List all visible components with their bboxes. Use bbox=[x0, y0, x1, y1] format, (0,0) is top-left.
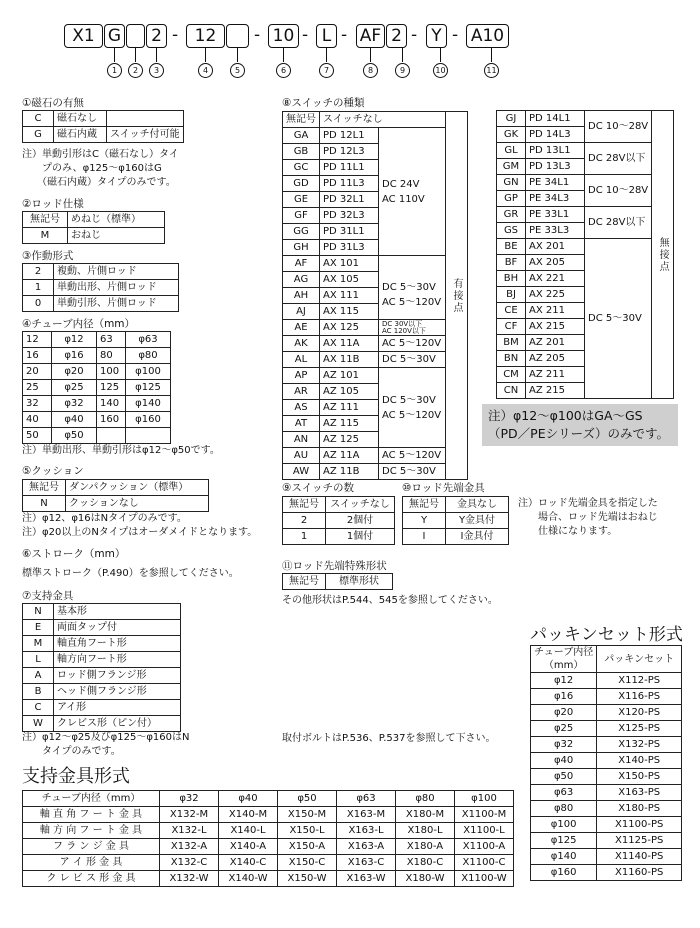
code-leader bbox=[205, 48, 206, 62]
table-row: 軸 方 向 フ ー ト 金 具 X132-L X140-L X150-L X163-L X180-L X1100-L bbox=[23, 823, 514, 839]
code-leader bbox=[156, 48, 157, 62]
table-row: GG PD 31L1 bbox=[283, 224, 468, 240]
code-dash: - bbox=[172, 25, 179, 45]
table-row: CM AZ 211 bbox=[497, 367, 674, 383]
table-row: チューブ内径 （mm） パッキンセット bbox=[531, 646, 682, 673]
s8-title: ⑧スイッチの種類 bbox=[282, 97, 365, 109]
bolt-note: 取付ボルトはP.536、P.537を参照して下さい。 bbox=[282, 733, 496, 744]
code-number: 9 bbox=[395, 63, 410, 78]
table-row: φ100 X1100-PS bbox=[531, 817, 682, 833]
code-number: 6 bbox=[276, 63, 291, 78]
code-leader bbox=[402, 48, 403, 62]
table-row: φ32 X132-PS bbox=[531, 737, 682, 753]
code-box: Y bbox=[426, 24, 447, 48]
code-box: X1 bbox=[64, 24, 103, 48]
table-row: AG AX 105 DC 5～30V AC 5～120V bbox=[283, 272, 468, 288]
support-table bbox=[22, 790, 514, 887]
table-row: AJ AX 115 bbox=[283, 304, 468, 320]
table-row: 20 φ20 100 φ100 bbox=[23, 364, 171, 380]
code-box: L bbox=[316, 24, 337, 48]
code-box: 2 bbox=[146, 24, 167, 48]
table-row: C アイ形 bbox=[23, 700, 181, 716]
table-row: N 基本形 bbox=[23, 604, 181, 620]
table-row: GC PD 11L1 bbox=[283, 160, 468, 176]
code-leader bbox=[491, 48, 492, 62]
s5-table: 無記号 ダンパクッション（標準） N クッションなし bbox=[22, 479, 209, 512]
table-row: GM PD 13L3 bbox=[497, 159, 674, 175]
table-row: 32 φ32 140 φ140 bbox=[23, 396, 171, 412]
code-box: G bbox=[104, 24, 125, 48]
code-leader bbox=[135, 48, 136, 62]
code-dash: - bbox=[254, 25, 261, 45]
table-row: ア イ 形 金 具 X132-C X140-C X150-C X163-C X180-C X1100-C bbox=[23, 855, 514, 871]
code-dash: - bbox=[302, 25, 309, 45]
table-row: BM AZ 201 bbox=[497, 335, 674, 351]
packing-table bbox=[530, 645, 682, 881]
s7-table bbox=[22, 603, 181, 732]
code-dash: - bbox=[411, 25, 418, 45]
table-row: φ12 X112-PS bbox=[531, 673, 682, 689]
table-row: AP AZ 101 DC 5～30V AC 5～120V bbox=[283, 368, 468, 384]
code-box: 10 bbox=[268, 24, 299, 48]
code-box: A10 bbox=[466, 24, 509, 48]
code-leader bbox=[237, 48, 238, 62]
code-number: 5 bbox=[230, 63, 245, 78]
s8b-note: 注）φ12～φ100はGA～GS （PD／PEシリーズ）のみです。 bbox=[482, 404, 678, 446]
s5-note: 注）φ12、φ16はNタイプのみです。 注）φ20以上のNタイプはオーダメイドとなります。 bbox=[22, 513, 258, 538]
code-number: 8 bbox=[363, 63, 378, 78]
table-row: 無記号 スイッチなし 有接点 bbox=[283, 112, 468, 128]
table-row: BF AX 205 bbox=[497, 255, 674, 271]
table-row: AF AX 101 bbox=[283, 256, 468, 272]
table-row: L 軸方向フート形 bbox=[23, 652, 181, 668]
code-box: 12 bbox=[186, 24, 225, 48]
s10-note: 注）ロッド先端金具を指定した 場合、ロッド先端はおねじ 仕様になります。 bbox=[518, 498, 658, 537]
table-row: BE AX 201 DC 5～30V bbox=[497, 239, 674, 255]
table-row: AR AZ 105 bbox=[283, 384, 468, 400]
table-row: GF PD 32L3 bbox=[283, 208, 468, 224]
table-row: フ ラ ン ジ 金 具 X132-A X140-A X150-A X163-A X180-A X1100-A bbox=[23, 839, 514, 855]
code-number: 7 bbox=[319, 63, 334, 78]
s8-table bbox=[282, 111, 468, 480]
table-row: GE PD 32L1 bbox=[283, 192, 468, 208]
table-row: φ20 X120-PS bbox=[531, 705, 682, 721]
table-row: CF AX 215 bbox=[497, 319, 674, 335]
table-row: AK AX 11A AC 5～120V bbox=[283, 336, 468, 352]
table-row: E 両面タップ付 bbox=[23, 620, 181, 636]
table-row: ク レ ビ ス 形 金 具 X132-W X140-W X150-W X163-W X180-W X1100-W bbox=[23, 871, 514, 887]
code-box: AF bbox=[356, 24, 385, 48]
s4-table bbox=[22, 331, 171, 444]
s4-title: ④チューブ内径（mm） bbox=[22, 318, 136, 330]
table-row: GB PD 12L3 bbox=[283, 144, 468, 160]
s10-title: ⑩ロッド先端金具 bbox=[402, 482, 485, 494]
code-box bbox=[226, 24, 249, 48]
table-row: φ160 X1160-PS bbox=[531, 865, 682, 881]
s9-title: ⑨スイッチの数 bbox=[282, 482, 354, 494]
s3-table: 2 複動、片側ロッド 1 単動出形、片側ロッド 0 単動引形、片側ロッド bbox=[22, 263, 179, 312]
table-row: 50 φ50 bbox=[23, 428, 171, 444]
table-row: φ63 X163-PS bbox=[531, 785, 682, 801]
table-row: GH PD 31L3 bbox=[283, 240, 468, 256]
table-row: 40 φ40 160 φ160 bbox=[23, 412, 171, 428]
s11-note: その他形状はP.544、545を参照してください。 bbox=[282, 595, 498, 606]
code-number: 2 bbox=[128, 63, 143, 78]
table-row: GJ PD 14L1 DC 10～28V 無接点 bbox=[497, 111, 674, 127]
s9-table: 無記号 スイッチなし 2 2個付 1 1個付 bbox=[282, 496, 395, 545]
s6-title: ⑥ストローク（mm） bbox=[22, 548, 126, 560]
s10-table: 無記号 金具なし Y Y金具付 I I金具付 bbox=[402, 496, 509, 545]
code-number: 4 bbox=[198, 63, 213, 78]
s1-title: ①磁石の有無 bbox=[22, 97, 84, 109]
table-row: AS AZ 111 bbox=[283, 400, 468, 416]
code-box: 2 bbox=[386, 24, 407, 48]
table-row: AW AZ 11B DC 5～30V bbox=[283, 464, 468, 480]
contact-label: 有接点 bbox=[451, 277, 462, 314]
s3-title: ③作動形式 bbox=[22, 250, 74, 262]
table-row: AH AX 111 bbox=[283, 288, 468, 304]
s2-table: 無記号 めねじ（標準） M おねじ bbox=[22, 211, 165, 244]
table-row: GD PD 11L3 bbox=[283, 176, 468, 192]
code-number: 11 bbox=[484, 63, 499, 78]
table-row: AT AZ 115 bbox=[283, 416, 468, 432]
code-number: 10 bbox=[433, 63, 448, 78]
table-row: φ125 X1125-PS bbox=[531, 833, 682, 849]
table-row: φ50 X150-PS bbox=[531, 769, 682, 785]
s2-title: ②ロッド仕様 bbox=[22, 198, 84, 210]
table-row: 25 φ25 125 φ125 bbox=[23, 380, 171, 396]
table-row: CN AZ 215 bbox=[497, 383, 674, 399]
table-row: φ16 X116-PS bbox=[531, 689, 682, 705]
table-row: φ140 X1140-PS bbox=[531, 849, 682, 865]
code-box bbox=[126, 24, 145, 48]
s8b-table bbox=[496, 110, 674, 399]
s7-title: ⑦支持金具 bbox=[22, 590, 74, 602]
support-title: 支持金具形式 bbox=[22, 766, 130, 787]
table-row: BN AZ 205 bbox=[497, 351, 674, 367]
table-row: GA PD 12L1 DC 24V AC 110V bbox=[283, 128, 468, 144]
code-number: 3 bbox=[149, 63, 164, 78]
table-row: GL PD 13L1 DC 28V以下 bbox=[497, 143, 674, 159]
table-row: W クレビス形（ピン付） bbox=[23, 716, 181, 732]
code-leader bbox=[326, 48, 327, 62]
s5-title: ⑤クッション bbox=[22, 465, 84, 477]
table-row: CE AX 211 bbox=[497, 303, 674, 319]
code-leader bbox=[440, 48, 441, 62]
table-row: 軸 直 角 フ ー ト 金 具 X132-M X140-M X150-M X163-M X180-M X1100-M bbox=[23, 807, 514, 823]
table-row: 12 φ12 63 φ63 bbox=[23, 332, 171, 348]
code-number: 1 bbox=[107, 63, 122, 78]
table-row: GP PE 34L3 bbox=[497, 191, 674, 207]
s11-table: 無記号 標準形状 bbox=[282, 573, 393, 590]
s11-title: ⑪ロッド先端特殊形状 bbox=[282, 560, 387, 572]
code-dash: - bbox=[452, 25, 459, 45]
table-row: φ40 X140-PS bbox=[531, 753, 682, 769]
code-leader bbox=[114, 48, 115, 62]
table-row: GS PE 33L3 bbox=[497, 223, 674, 239]
table-row: GN PE 34L1 DC 10～28V bbox=[497, 175, 674, 191]
code-leader bbox=[370, 48, 371, 62]
table-row: A ロッド側フランジ形 bbox=[23, 668, 181, 684]
table-row: BJ AX 225 bbox=[497, 287, 674, 303]
table-row: M 軸直角フート形 bbox=[23, 636, 181, 652]
s1-table: C 磁石なし G 磁石内蔵 スイッチ付可能 bbox=[22, 110, 184, 143]
table-row: φ25 X125-PS bbox=[531, 721, 682, 737]
table-row: チューブ内径（mm） φ32 φ40 φ50 φ63 φ80 φ100 bbox=[23, 791, 514, 807]
s7-note: 注）φ12～φ25及びφ125～φ160はN タイプのみです。 bbox=[22, 732, 190, 757]
packing-title: パッキンセット形式 bbox=[530, 625, 683, 645]
table-row: GR PE 33L1 DC 28V以下 bbox=[497, 207, 674, 223]
code-dash: - bbox=[341, 25, 348, 45]
code-leader bbox=[283, 48, 284, 62]
table-row: BH AX 221 bbox=[497, 271, 674, 287]
table-row: AE AX 125 DC 30V以下 AC 120V以下 bbox=[283, 320, 468, 336]
table-row: φ80 X180-PS bbox=[531, 801, 682, 817]
s4-note: 注）単動出形、単動引形はφ12～φ50です。 bbox=[22, 445, 220, 456]
contactless-label: 無接点 bbox=[657, 236, 669, 273]
table-row: GK PD 14L3 bbox=[497, 127, 674, 143]
table-row: B ヘッド側フランジ形 bbox=[23, 684, 181, 700]
s6-text: 標準ストローク（P.490）を参照してください。 bbox=[22, 568, 239, 579]
table-row: 16 φ16 80 φ80 bbox=[23, 348, 171, 364]
table-row: AN AZ 125 bbox=[283, 432, 468, 448]
s1-note: 注）単動引形はC（磁石なし）タイ プのみ、φ125～φ160はG （磁石内蔵）タイプのみです。 bbox=[22, 149, 179, 188]
table-row: AL AX 11B DC 5～30V bbox=[283, 352, 468, 368]
table-row: AU AZ 11A AC 5～120V bbox=[283, 448, 468, 464]
